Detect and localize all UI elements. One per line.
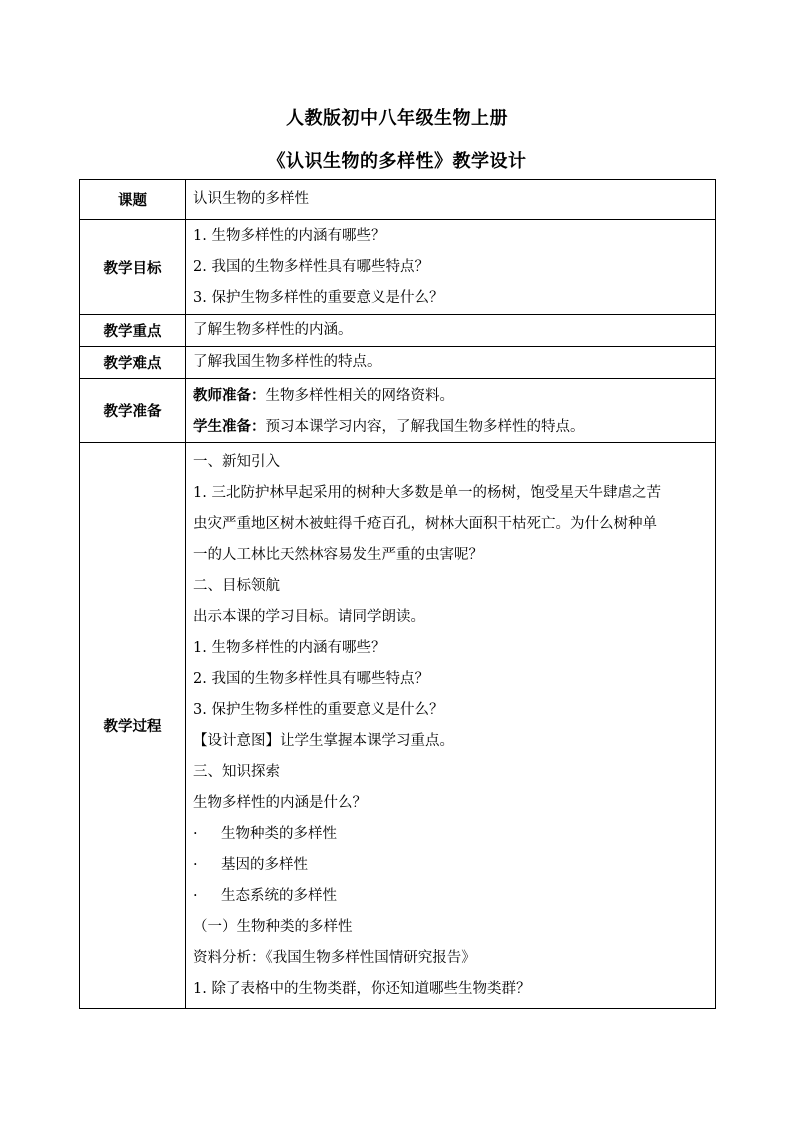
lesson-plan-table — [79, 179, 716, 1009]
bullet-item — [193, 850, 711, 881]
process-line: 资料分析：《我国生物多样性国情研究报告》 — [193, 949, 476, 966]
bullet-item — [193, 819, 711, 850]
teacher-prep-text: 生物多样性相关的网络资料。 — [265, 387, 454, 404]
process-line: 出示本课的学习目标。请同学朗读。 — [193, 608, 425, 625]
goal-item-2: 2. 我国的生物多样性具有哪些特点？ — [193, 258, 429, 275]
process-line: 二、目标领航 — [193, 577, 280, 594]
process-label: 教学过程 — [80, 443, 186, 1009]
process-line: 1. 生物多样性的内涵有哪些？ — [193, 639, 386, 656]
row-key-points — [80, 315, 716, 347]
goal-item-1: 1. 生物多样性的内涵有哪些？ — [193, 227, 386, 244]
process-line: 一、新知引入 — [193, 453, 280, 470]
process-line: 1. 除了表格中的生物类群，你还知道哪些生物类群？ — [193, 980, 531, 997]
goals-content — [186, 220, 716, 315]
bullet-text: 生态系统的多样性 — [221, 887, 337, 904]
student-prep — [193, 411, 711, 442]
row-difficulties — [80, 347, 716, 379]
bullet-item — [193, 881, 711, 912]
row-goals — [80, 220, 716, 315]
difficulties-content — [186, 347, 716, 379]
difficulties-text: 了解我国生物多样性的特点。 — [193, 354, 382, 370]
row-preparation — [80, 379, 716, 443]
key-points-text: 了解生物多样性的内涵。 — [193, 322, 353, 338]
teacher-prep-label: 教师准备： — [193, 386, 266, 404]
process-line: 【设计意图】让学生掌握本课学习重点。 — [193, 732, 454, 749]
topic-text: 认识生物的多样性 — [193, 191, 309, 207]
process-line: 一的人工林比天然林容易发生严重的虫害呢？ — [193, 546, 483, 563]
difficulties-label: 教学难点 — [80, 347, 186, 379]
student-prep-label: 学生准备： — [193, 417, 266, 435]
preparation-label: 教学准备 — [80, 379, 186, 443]
bullet-mark: · — [193, 825, 198, 842]
goal-item-3: 3. 保护生物多样性的重要意义是什么？ — [193, 289, 444, 306]
key-points-label: 教学重点 — [80, 315, 186, 347]
bullet-text: 生物种类的多样性 — [221, 825, 337, 842]
document-title: 人教版初中八年级生物上册 — [286, 108, 508, 129]
process-line: 虫灾严重地区树木被蛀得千疮百孔，树林大面积干枯死亡。为什么树种单 — [193, 515, 657, 532]
process-line: 2. 我国的生物多样性具有哪些特点？ — [193, 670, 429, 687]
student-prep-text: 预习本课学习内容，了解我国生物多样性的特点。 — [265, 418, 585, 435]
process-content — [186, 443, 716, 1009]
bullet-mark: · — [193, 887, 198, 904]
document-subtitle: 《认识生物的多样性》教学设计 — [267, 151, 527, 172]
bullet-text: 基因的多样性 — [221, 856, 308, 873]
goals-label: 教学目标 — [80, 220, 186, 315]
topic-label: 课题 — [80, 180, 186, 220]
teacher-prep — [193, 380, 711, 411]
process-line: 1. 三北防护林早起采用的树种大多数是单一的杨树，饱受星天牛肆虐之苦 — [193, 484, 661, 501]
process-line: （一）生物种类的多样性 — [193, 918, 353, 935]
topic-value — [186, 180, 716, 220]
process-line: 3. 保护生物多样性的重要意义是什么？ — [193, 701, 444, 718]
preparation-content — [186, 379, 716, 443]
row-topic — [80, 180, 716, 220]
process-line: 生物多样性的内涵是什么？ — [193, 794, 367, 811]
bullet-mark: · — [193, 856, 198, 873]
row-process — [80, 443, 716, 1009]
key-points-content — [186, 315, 716, 347]
process-line: 三、知识探索 — [193, 763, 280, 780]
